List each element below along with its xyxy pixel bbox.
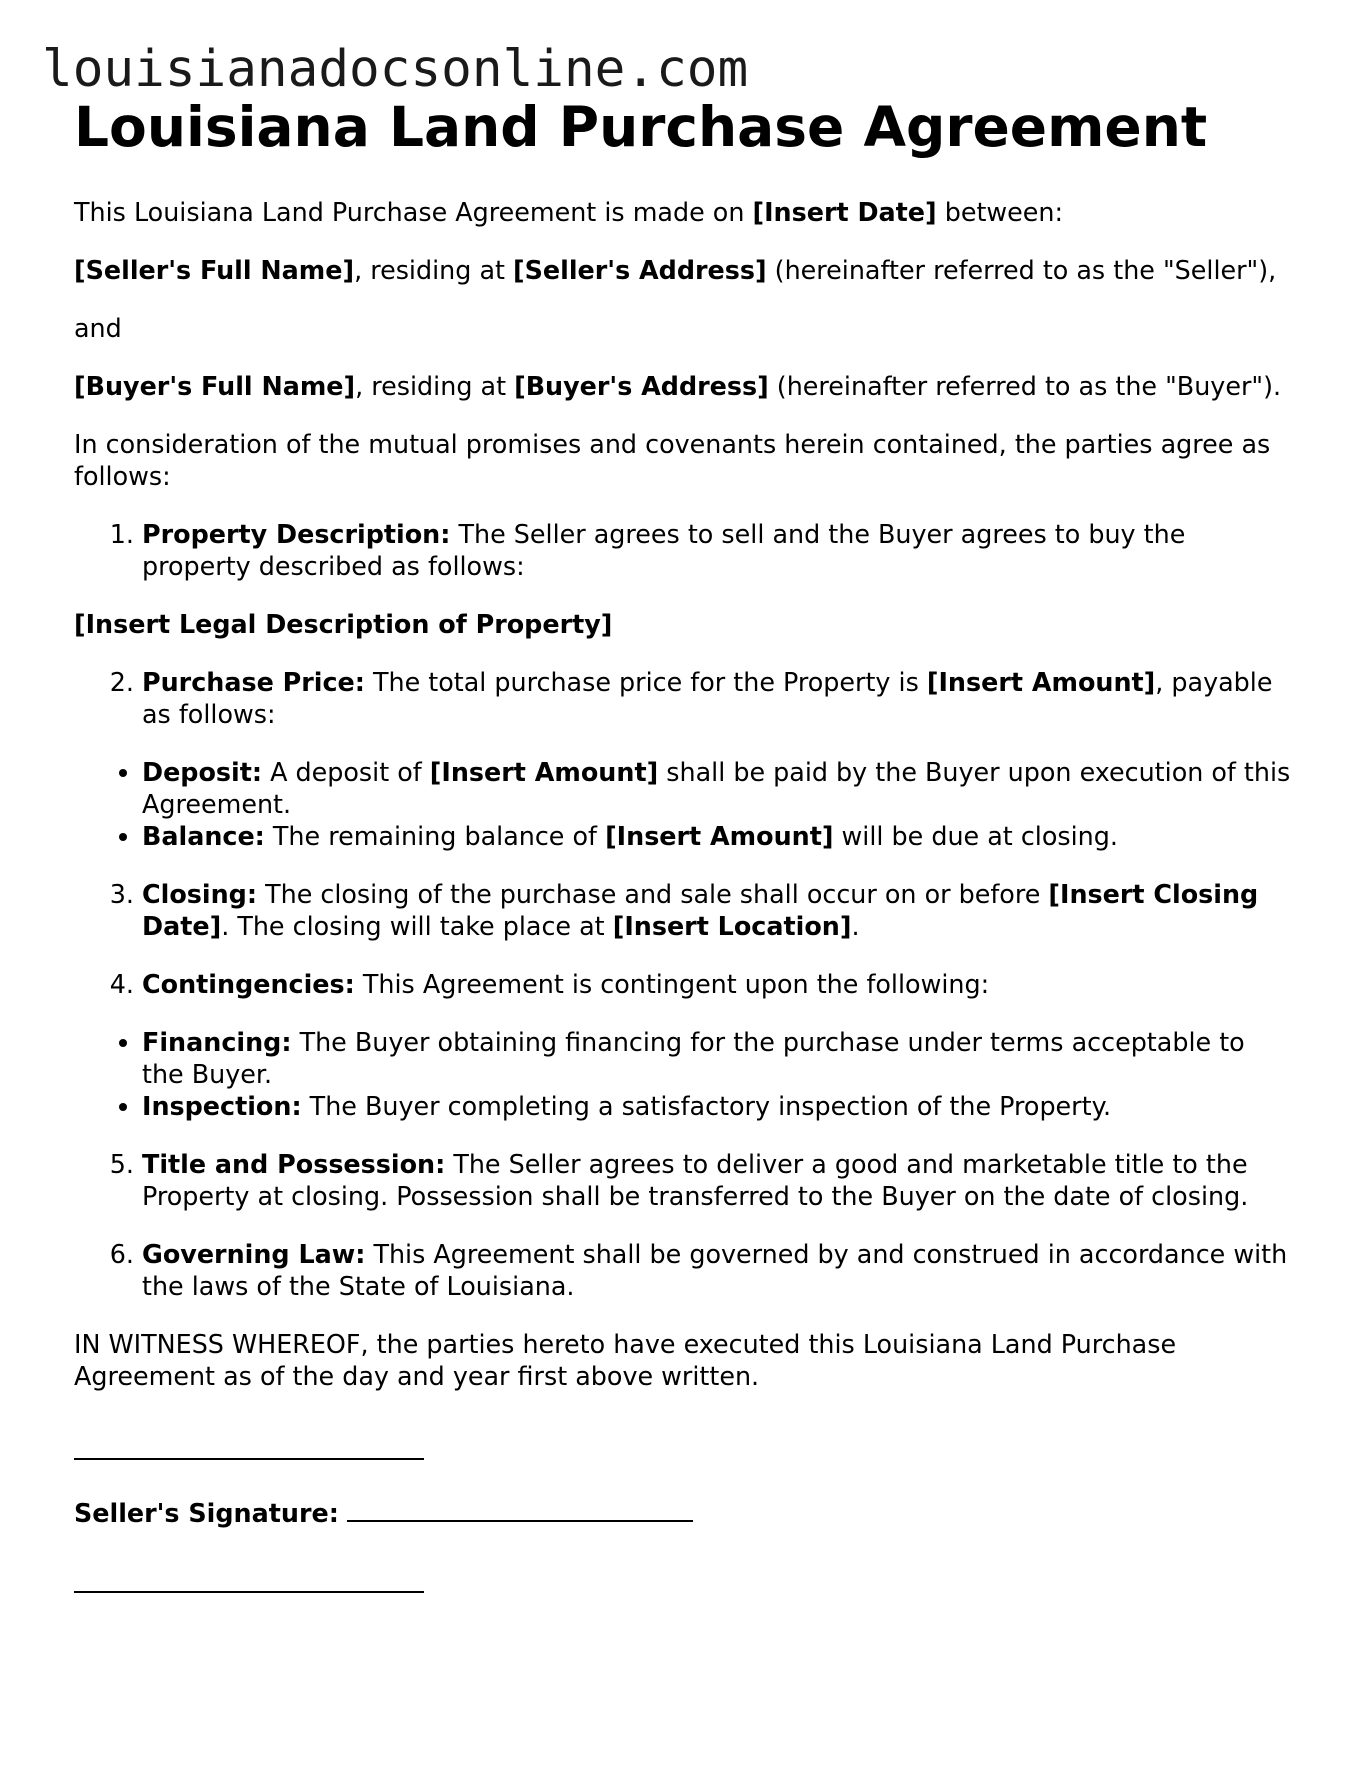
seller-residing-text: , residing at — [354, 255, 514, 285]
balance-text-end: will be due at closing. — [833, 821, 1118, 851]
section2-text-end: , payable as follows: — [142, 667, 1273, 729]
buyer-party-paragraph — [74, 370, 1294, 402]
contingencies-list — [74, 1026, 1294, 1122]
deposit-text: A deposit of — [262, 757, 430, 787]
section-list-1 — [74, 518, 1294, 582]
section3-heading: Closing: — [142, 879, 258, 909]
buyer-name-placeholder: [Buyer's Full Name] — [74, 371, 356, 401]
section2-text: The total purchase price for the Property is — [364, 667, 927, 697]
section1-heading: Property Description: — [142, 519, 451, 549]
deposit-item — [142, 756, 1294, 820]
inspection-text: The Buyer completing a satisfactory inspection of the Property. — [301, 1091, 1112, 1121]
date-placeholder: [Insert Date] — [752, 197, 937, 227]
legal-description-placeholder — [74, 608, 1294, 640]
section5-heading: Title and Possession: — [142, 1149, 446, 1179]
section4-text: This Agreement is contingent upon the following: — [354, 969, 990, 999]
section-governing-law — [142, 1238, 1294, 1302]
section-purchase-price — [142, 666, 1294, 730]
section-list-3 — [74, 878, 1294, 1000]
section1-text: The Seller agrees to sell and the Buyer agrees to buy the property described as follows: — [142, 519, 1186, 581]
seller-suffix-text: (hereinafter referred to as the "Seller"), — [766, 255, 1277, 285]
buyer-residing-text: , residing at — [355, 371, 515, 401]
section3-text: The closing of the purchase and sale shall occur on or before — [257, 879, 1049, 909]
section3-text-middle: . The closing will take place at — [221, 911, 613, 941]
balance-label: Balance: — [142, 821, 265, 851]
document-body — [74, 196, 1294, 1626]
section-contingencies — [142, 968, 1294, 1000]
signature-line-block-1 — [74, 1432, 1294, 1467]
signature-line-block-2 — [74, 1565, 1294, 1600]
intro-paragraph — [74, 196, 1294, 228]
financing-label: Financing: — [142, 1027, 292, 1057]
section-list-2 — [74, 666, 1294, 730]
financing-text: The Buyer obtaining financing for the purchase under terms acceptable to the Buyer. — [142, 1027, 1245, 1089]
section-title-possession — [142, 1148, 1294, 1212]
legal-description-text: [Insert Legal Description of Property] — [74, 609, 613, 639]
closing-location-placeholder: [Insert Location] — [612, 911, 852, 941]
seller-party-paragraph — [74, 254, 1294, 286]
buyer-address-placeholder: [Buyer's Address] — [514, 371, 769, 401]
section6-heading: Governing Law: — [142, 1239, 366, 1269]
site-watermark: louisianadocsonline.com — [42, 40, 749, 99]
purchase-amount-placeholder: [Insert Amount] — [926, 667, 1156, 697]
section4-heading: Contingencies: — [142, 969, 355, 999]
closing-date-placeholder: [Insert Closing Date] — [142, 879, 1259, 941]
signature-line[interactable] — [74, 1432, 424, 1460]
section5-text: The Seller agrees to deliver a good and marketable title to the Property at closing. Possession shall be transferred to the Buyer on the date of closing. — [142, 1149, 1249, 1211]
buyer-suffix-text: (hereinafter referred to as the "Buyer"). — [768, 371, 1282, 401]
balance-item — [142, 820, 1294, 852]
section3-text-end: . — [851, 911, 860, 941]
deposit-amount-placeholder: [Insert Amount] — [429, 757, 659, 787]
witness-paragraph: IN WITNESS WHEREOF, the parties hereto have executed this Louisiana Land Purchase Agreement as of the day and year first above written. — [74, 1329, 1177, 1391]
financing-item — [142, 1026, 1294, 1090]
inspection-label: Inspection: — [142, 1091, 302, 1121]
balance-text: The remaining balance of — [264, 821, 606, 851]
balance-amount-placeholder: [Insert Amount] — [605, 821, 834, 851]
intro-text-end: between: — [936, 197, 1064, 227]
consideration-paragraph: In consideration of the mutual promises and covenants herein contained, the parties agree as follows: — [74, 429, 1271, 491]
deposit-text-end: shall be paid by the Buyer upon execution of this Agreement. — [142, 757, 1291, 819]
section-closing — [142, 878, 1294, 942]
seller-signature-line[interactable] — [347, 1498, 693, 1522]
signature-line[interactable] — [74, 1565, 424, 1593]
inspection-item — [142, 1090, 1294, 1122]
intro-text: This Louisiana Land Purchase Agreement is made on — [74, 197, 753, 227]
document-title: Louisiana Land Purchase Agreement — [74, 95, 1208, 159]
section-list-5 — [74, 1148, 1294, 1302]
payment-terms-list — [74, 756, 1294, 852]
section2-heading: Purchase Price: — [142, 667, 365, 697]
section6-text: This Agreement shall be governed by and construed in accordance with the laws of the State of Louisiana. — [142, 1239, 1288, 1301]
section-property-description — [142, 518, 1294, 582]
seller-signature-block — [74, 1497, 1294, 1529]
seller-signature-label: Seller's Signature: — [74, 1498, 339, 1528]
seller-name-placeholder: [Seller's Full Name] — [74, 255, 355, 285]
seller-address-placeholder: [Seller's Address] — [513, 255, 767, 285]
and-paragraph: and — [74, 313, 122, 343]
deposit-label: Deposit: — [142, 757, 263, 787]
